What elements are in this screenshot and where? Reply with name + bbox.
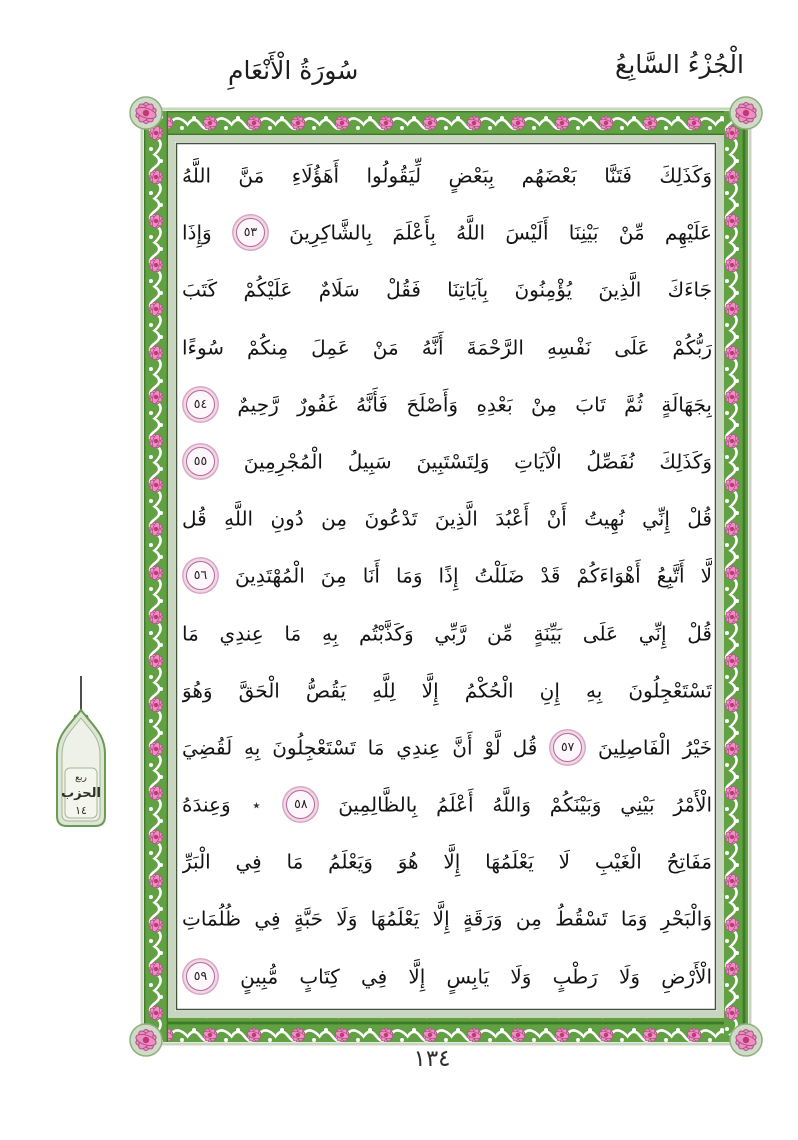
hizb-word-top: ربع — [75, 773, 87, 783]
hizb-medallion — [51, 676, 111, 834]
rub-el-hizb-star-icon: ٭ — [252, 795, 261, 814]
corner-flower-icon — [730, 1024, 762, 1056]
quran-text-segment: وَالْبَحْرِ وَمَا تَسْقُطُ مِن وَرَقَةٍ إِلَّا يَعْلَمُهَا وَلَا حَبَّةٍ فِي ظُلُمَاتِ — [182, 906, 712, 931]
ayah-number-marker: ٥٧ — [553, 733, 582, 762]
quran-text-segment: رَبُّكُمْ عَلَى نَفْسِهِ الرَّحْمَةَ أَنَّهُ مَنْ عَمِلَ مِنكُمْ سُوءًا — [182, 335, 712, 360]
ayah-number-marker: ٥٤ — [186, 390, 215, 419]
ayah-number-marker: ٥٦ — [186, 561, 215, 590]
quran-line-12 — [182, 775, 712, 832]
corner-flower-icon — [130, 97, 162, 129]
quran-line-10 — [182, 661, 712, 718]
quran-line-1 — [182, 146, 712, 203]
quran-text-segment: قُل لَّوْ أَنَّ عِندِي مَا تَسْتَعْجِلُونَ بِهِ لَقُضِيَ — [182, 735, 538, 760]
surah-title: سُورَةُ الْأَنْعَامِ — [228, 56, 359, 85]
hizb-medallion-icon — [51, 676, 111, 834]
quran-text-segment: بِجَهَالَةٍ ثُمَّ تَابَ مِنْ بَعْدِهِ وَأَصْلَحَ فَأَنَّهُ غَفُورٌ رَّحِيمٌ — [237, 392, 712, 417]
hizb-word-middle: الحزب — [61, 786, 101, 801]
quran-line-3 — [182, 260, 712, 317]
quran-text-segment: وَعِندَهُ — [182, 792, 231, 817]
quran-text-area — [182, 146, 712, 1004]
quran-text-segment: تَسْتَعْجِلُونَ بِهِ إِنِ الْحُكْمُ إِلَّا لِلَّهِ يَقُصُّ الْحَقَّ وَهُوَ — [182, 678, 712, 703]
ayah-number-marker: ٥٩ — [186, 962, 215, 991]
ayah-number-marker: ٥٨ — [286, 790, 315, 819]
quran-line-9 — [182, 604, 712, 661]
quran-line-7 — [182, 489, 712, 546]
quran-line-5 — [182, 375, 712, 432]
quran-line-6 — [182, 432, 712, 489]
quran-text-segment: قُلْ إِنِّي نُهِيتُ أَنْ أَعْبُدَ الَّذِينَ تَدْعُونَ مِن دُونِ اللَّهِ قُل — [182, 506, 712, 531]
quran-line-4 — [182, 318, 712, 375]
quran-text-segment: وَإِذَا — [182, 220, 212, 245]
quran-text-segment: جَاءَكَ الَّذِينَ يُؤْمِنُونَ بِآيَاتِنَا فَقُلْ سَلَامٌ عَلَيْكُمْ كَتَبَ — [182, 277, 712, 302]
quran-text-segment: وَكَذَلِكَ نُفَصِّلُ الْآيَاتِ وَلِتَسْتَبِينَ سَبِيلُ الْمُجْرِمِينَ — [243, 449, 712, 474]
quran-text-segment: خَيْرُ الْفَاصِلِينَ — [598, 735, 712, 760]
hizb-number: ١٤ — [75, 804, 87, 817]
quran-line-15 — [182, 947, 712, 1004]
quran-text-segment: الْأَرْضِ وَلَا رَطْبٍ وَلَا يَابِسٍ إِلَّا فِي كِتَابٍ مُّبِينٍ — [240, 964, 712, 989]
quran-line-11 — [182, 718, 712, 775]
quran-text-segment: قُلْ إِنِّي عَلَى بَيِّنَةٍ مِّن رَّبِّي وَكَذَّبْتُم بِهِ مَا عِندِي مَا — [182, 621, 712, 645]
quran-text-segment: لَّا أَتَّبِعُ أَهْوَاءَكُمْ قَدْ ضَلَلْتُ إِذًا وَمَا أَنَا مِنَ الْمُهْتَدِينَ — [235, 563, 712, 588]
quran-line-13 — [182, 832, 712, 889]
page-number: ١٣٤ — [413, 1046, 451, 1072]
quran-text-segment: عَلَيْهِم مِّنْ بَيْنِنَا أَلَيْسَ اللَّهُ بِأَعْلَمَ بِالشَّاكِرِينَ — [289, 220, 712, 245]
ayah-number-marker: ٥٥ — [186, 447, 215, 476]
corner-flower-icon — [730, 97, 762, 129]
quran-text-segment: وَكَذَلِكَ فَتَنَّا بَعْضَهُم بِبَعْضٍ لِّيَقُولُوا أَهَؤُلَاءِ مَنَّ اللَّهُ — [182, 163, 712, 188]
quran-text-segment: الْأَمْرُ بَيْنِي وَبَيْنَكُمْ وَاللَّهُ أَعْلَمُ بِالظَّالِمِينَ — [338, 792, 712, 817]
quran-line-8 — [182, 546, 712, 603]
quran-line-14 — [182, 889, 712, 946]
quran-line-2 — [182, 203, 712, 260]
ayah-number-marker: ٥٣ — [236, 218, 265, 247]
quran-text-segment: مَفَاتِحُ الْغَيْبِ لَا يَعْلَمُهَا إِلَّا هُوَ وَيَعْلَمُ مَا فِي الْبَرِّ — [182, 849, 712, 874]
juz-label: الْجُزْءُ السَّابِعُ — [615, 50, 744, 79]
